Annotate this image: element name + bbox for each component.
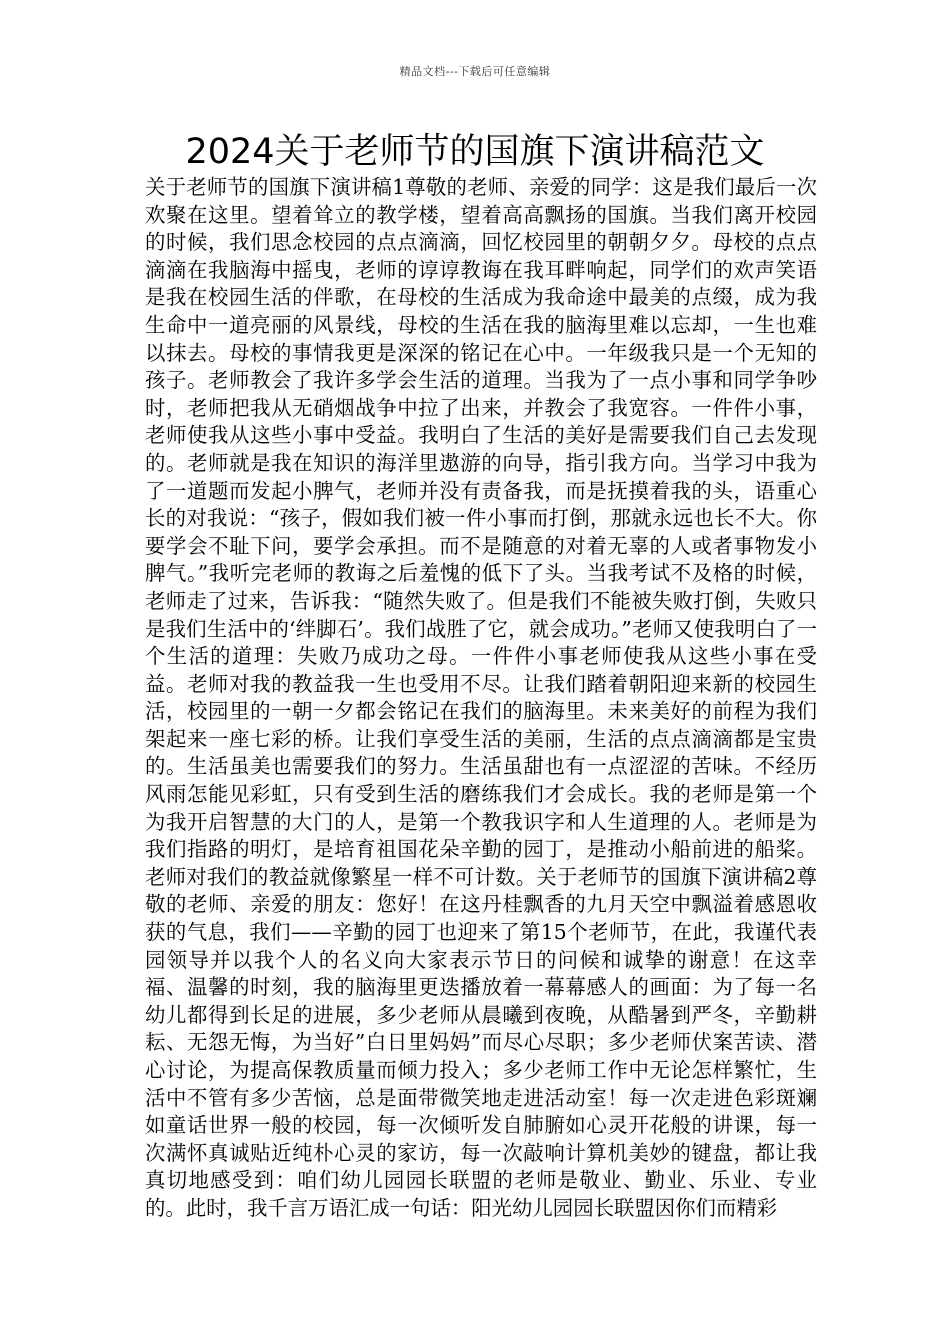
body-text: 关于老师节的国旗下演讲稿1尊敬的老师、亲爱的同学：这是我们最后一次欢聚在这里。望着耸立的教学楼，望着高高飘扬的国旗。当我们离开校园的时候，我们思念校园的点点滴滴，回忆校园里的朝朝夕夕。母校的点点滴滴在我脑海中摇曳，老师的谆谆教诲在我耳畔响起，同学们的欢声笑语是我在校园生活的伴歌，在母校的生活成为我命途中最美的点缀，成为我生命中一道亮丽的风景线，母校的生活在我的脑海里难以忘却，一生也难以抹去。母校的事情我更是深深的铭记在心中。一年级我只是一个无知的孩子。老师教会了我许多学会生活的道理。当我为了一点小事和同学争吵时，老师把我从无硝烟战争中拉了出来，并教会了我宽容。一件件小事，老师使我从这些小事中受益。我明白了生活的美好是需要我们自己去发现的。老师就是我在知识的海洋里遨游的向导，指引我方向。当学习中我为了一道题而发起小脾气，老师并没有责备我，而是抚摸着我的头，语重心长的对我说：“孩子，假如我们被一件小事而打倒，那就永远也长不大。你要学会不耻下问，要学会承担。而不是随意的对着无辜的人或者事物发小脾气。”我听完老师的教诲之后羞愧的低下了头。当我考试不及格的时候，老师走了过来，告诉我：“随然失败了。但是我们不能被失败打倒，失败只是我们生活中的‘绊脚石’。我们战胜了它，就会成功。”老师又使我明白了一个生活的道理：失败乃成功之母。一件件小事老师使我从这些小事在受益。老师对我的教益我一生也受用不尽。让我们踏着朝阳迎来新的校园生活，校园里的一朝一夕都会铭记在我们的脑海里。未来美好的前程为我们架起来一座七彩的桥。让我们享受生活的美丽，生活的点点滴滴都是宝贵的。生活虽美也需要我们的努力。生活虽甜也有一点涩涩的苦味。不经历风雨怎能见彩虹，只有受到生活的磨练我们才会成长。我的老师是第一个为我开启智慧的大门的人，是第一个教我识字和人生道理的人。老师是为我们指路的明灯，是培育祖国花朵辛勤的园丁，是推动小船前进的船桨。老师对我们的教益就像繁星一样不可计数。关于老师节的国旗下演讲稿2尊敬的老师、亲爱的朋友：您好！在这丹桂飘香的九月天空中飘溢着感恩收获的气息，我们——辛勤的园丁也迎来了第15个老师节，在此，我谨代表园领导并以我个人的名义向大家表示节日的问候和诚挚的谢意！在这幸福、温馨的时刻，我的脑海里更迭播放着一幕幕感人的画面：为了每一名幼儿都得到长足的进展，多少老师从晨曦到夜晚，从酷暑到严冬，辛勤耕耘、无怨无悔，为当好”白日里妈妈”而尽心尽职；多少老师伏案苦读、潜心讨论，为提高保教质量而倾力投入；多少老师工作中无论怎样繁忙，生活中不管有多少苦恼，总是面带微笑地走进活动室！每一次走进色彩斑斓如童话世界一般的校园，每一次倾听发自肺腑如心灵开花般的讲课，每一次满怀真诚贴近纯朴心灵的家访，每一次敲响计算机美妙的键盘，都让我真切地感受到：咱们幼儿园园长联盟的老师是敬业、勤业、乐业、专业的。此时，我千言万语汇成一句话：阳光幼儿园园长联盟因你们而精彩	[145, 175, 817, 1220]
header-note: 精品文档---下载后可任意编辑	[399, 65, 551, 78]
page-title: 2024关于老师节的国旗下演讲稿范文	[185, 132, 765, 172]
